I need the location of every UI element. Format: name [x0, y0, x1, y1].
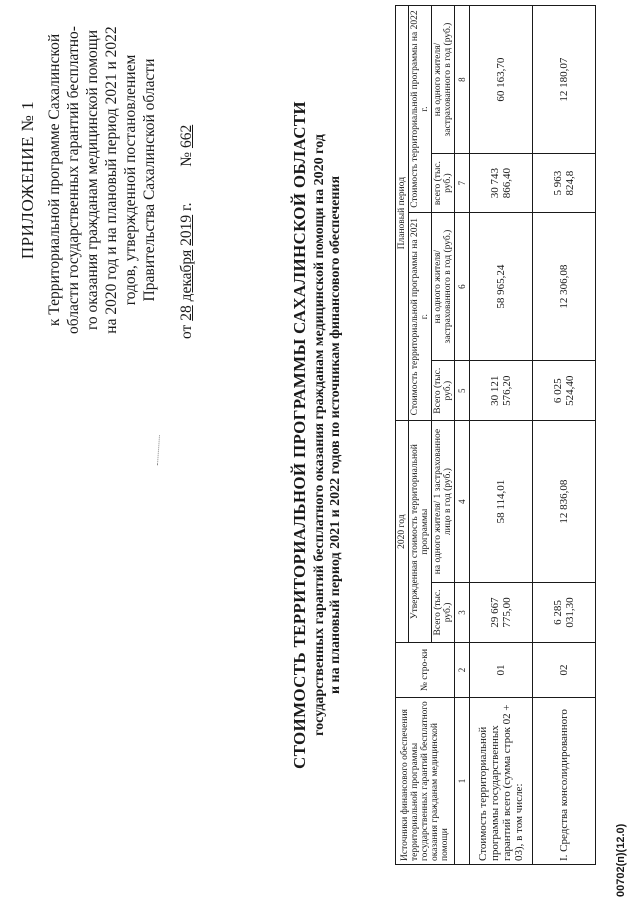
header-row-number: № стро-ки — [396, 643, 455, 698]
header-source: Источники финансового обеспечения территориальной программы государственных гарантий бесплатного оказания гражданам медицинской помощи — [396, 698, 455, 865]
column-number: 4 — [455, 421, 470, 583]
header-2021-sub: Стоимость территориальной программы на 2021 г. — [409, 213, 432, 421]
column-number: 5 — [455, 361, 470, 421]
header-2022-per: на одного жителя/ застрахованного в год (руб.) — [432, 6, 455, 154]
document-heading — [290, 55, 344, 815]
heading-subtitle: государственных гарантий бесплатного оказания гражданам медицинской помощи на 2020 год — [312, 134, 327, 736]
appendix-line: Правительства Сахалинской области — [141, 58, 158, 302]
appendix-line: го оказания гражданам медицинской помощи — [84, 29, 101, 331]
appendix-text — [45, 15, 159, 345]
header-2021-per: на одного жителя/ застрахованного в год (руб.) — [432, 213, 455, 361]
table-row — [533, 6, 596, 865]
date-day: 28 — [178, 305, 195, 321]
date-prefix: от — [178, 324, 195, 339]
date-year: 2019 — [178, 214, 195, 246]
column-number: 8 — [455, 6, 470, 154]
value-2020-per: 58 114,01 — [470, 421, 533, 583]
value-2020-total: 6 285 031,30 — [533, 582, 596, 642]
value-2022-per: 60 163,70 — [470, 6, 533, 154]
appendix-line: на 2020 год и на плановый период 2021 и 2022 — [103, 26, 120, 334]
value-2021-total: 30 121 576,20 — [470, 361, 533, 421]
value-2021-total: 6 025 524,40 — [533, 361, 596, 421]
header-2020-per: на одного жителя/ 1 застрахованное лицо в год (руб.) — [432, 421, 455, 583]
column-number: 6 — [455, 213, 470, 361]
appendix-title: ПРИЛОЖЕНИЕ № 1 — [18, 100, 37, 260]
appendix-line: к Территориальной программе Сахалинской — [46, 33, 63, 327]
value-2021-per: 12 306,08 — [533, 213, 596, 361]
header-2020-sub: Утвержденная стоимость территориальной программы — [409, 421, 432, 643]
row-number: 01 — [470, 643, 533, 698]
column-number: 3 — [455, 582, 470, 642]
date-suffix: г. — [178, 202, 195, 211]
heading-title: СТОИМОСТЬ ТЕРРИТОРИАЛЬНОЙ ПРОГРАММЫ САХАЛИНСКОЙ ОБЛАСТИ — [290, 101, 309, 769]
number-label: № — [178, 151, 195, 167]
column-number: 1 — [455, 698, 470, 865]
appendix-line: годов, утвержденной постановлением — [122, 54, 139, 306]
document-number: 662 — [178, 124, 195, 149]
header-2020-total: Всего (тыс. руб.) — [432, 582, 455, 642]
table-row — [470, 6, 533, 865]
header-2022-total: всего (тыс. руб.) — [432, 154, 455, 213]
row-number: 02 — [533, 643, 596, 698]
header-planned: Плановый период — [396, 6, 409, 421]
value-2022-per: 12 180,07 — [533, 6, 596, 154]
header-2020: 2020 год — [396, 421, 409, 643]
value-2020-total: 29 667 775,00 — [470, 582, 533, 642]
value-2021-per: 58 965,24 — [470, 213, 533, 361]
column-number: 2 — [455, 643, 470, 698]
value-2022-total: 5 963 824,8 — [533, 154, 596, 213]
date-month: декабря — [178, 249, 195, 302]
appendix-date — [177, 15, 196, 345]
column-number: 7 — [455, 154, 470, 213]
cost-table — [395, 5, 596, 865]
value-2020-per: 12 836,08 — [533, 421, 596, 583]
heading-subtitle-2: и на плановый период 2021 и 2022 годов по источникам финансового обеспечения — [328, 175, 343, 695]
row-source: I. Средства консолидированного — [533, 698, 596, 865]
appendix-block — [18, 15, 196, 345]
appendix-line: области государственных гарантий бесплатно- — [65, 26, 82, 334]
form-code: 00702(п)(12.0) — [615, 823, 627, 897]
value-2022-total: 30 743 866,40 — [470, 154, 533, 213]
scan-mark — [149, 435, 160, 466]
header-2022-sub: Стоимость территориальной программы на 2022 г. — [409, 6, 432, 213]
header-2021-total: Всего (тыс. руб.) — [432, 361, 455, 421]
row-source: Стоимость территориальной программы государственных гарантий всего (сумма строк 02 + 03), в том числе: — [470, 698, 533, 865]
